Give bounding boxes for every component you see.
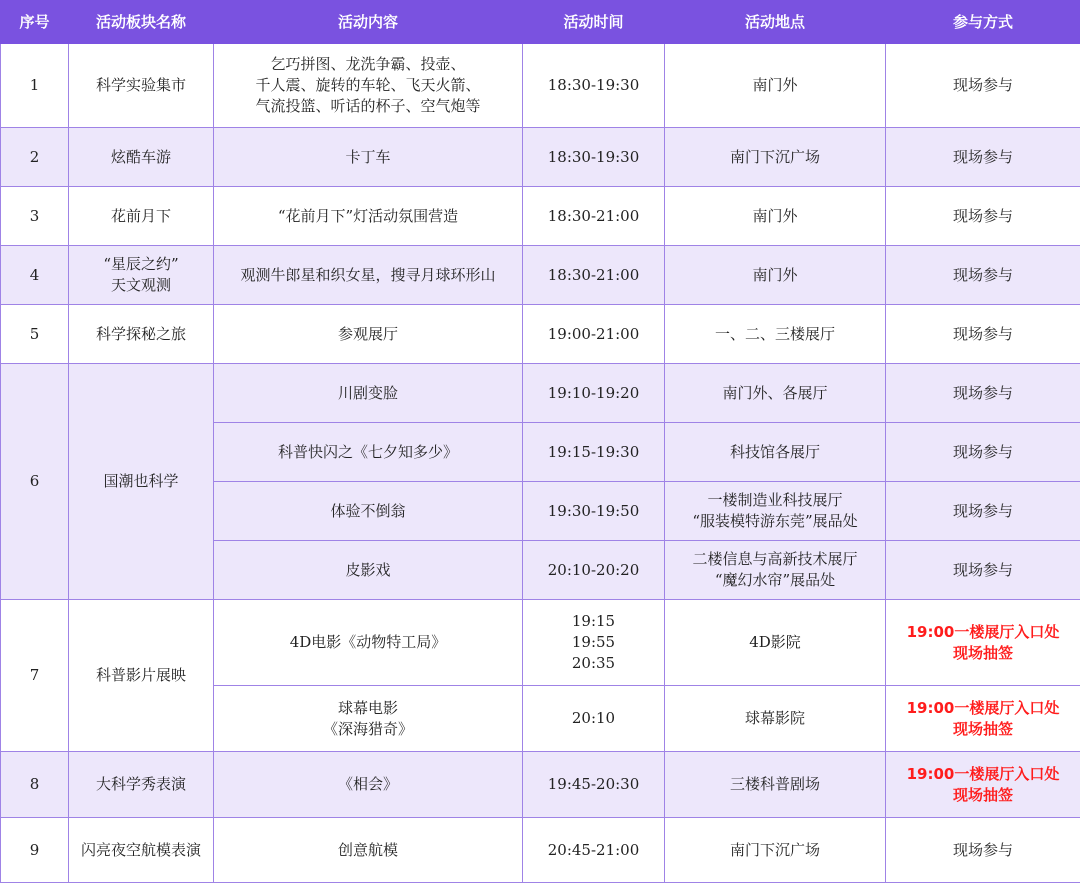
table-row <box>1 44 1080 128</box>
cell-name: 花前月下 <box>69 187 214 246</box>
cell-place: 二楼信息与高新技术展厅 “魔幻水帘”展品处 <box>665 541 886 600</box>
cell-name: 科学探秘之旅 <box>69 305 214 364</box>
cell-content: “花前月下”灯活动氛围营造 <box>214 187 523 246</box>
cell-name: 科学实验集市 <box>69 44 214 128</box>
table-row <box>1 246 1080 305</box>
cell-place: 球幕影院 <box>665 686 886 752</box>
cell-time: 20:10 <box>523 686 665 752</box>
cell-no: 8 <box>1 752 69 818</box>
cell-time: 18:30-21:00 <box>523 187 665 246</box>
cell-name: 国潮也科学 <box>69 364 214 600</box>
header-place: 活动地点 <box>665 1 886 44</box>
cell-place: 一、二、三楼展厅 <box>665 305 886 364</box>
cell-no: 2 <box>1 128 69 187</box>
table-row <box>1 364 1080 423</box>
header-row <box>1 1 1080 44</box>
cell-content: 球幕电影 《深海猎奇》 <box>214 686 523 752</box>
cell-content: 4D电影《动物特工局》 <box>214 600 523 686</box>
cell-content: 观测牛郎星和织女星，搜寻月球环形山 <box>214 246 523 305</box>
cell-time: 19:45-20:30 <box>523 752 665 818</box>
table-row <box>1 128 1080 187</box>
cell-no: 4 <box>1 246 69 305</box>
cell-mode: 现场参与 <box>886 128 1080 187</box>
table-row <box>1 818 1080 883</box>
cell-content: 体验不倒翁 <box>214 482 523 541</box>
cell-name: 闪亮夜空航模表演 <box>69 818 214 883</box>
cell-time: 19:15-19:30 <box>523 423 665 482</box>
cell-time: 18:30-19:30 <box>523 128 665 187</box>
cell-content: 参观展厅 <box>214 305 523 364</box>
cell-no: 7 <box>1 600 69 752</box>
cell-no: 6 <box>1 364 69 600</box>
cell-no: 1 <box>1 44 69 128</box>
cell-place: 南门外、各展厅 <box>665 364 886 423</box>
cell-time: 20:45-21:00 <box>523 818 665 883</box>
cell-time: 18:30-21:00 <box>523 246 665 305</box>
cell-mode: 现场参与 <box>886 482 1080 541</box>
table-row <box>1 600 1080 686</box>
cell-no: 9 <box>1 818 69 883</box>
cell-no: 3 <box>1 187 69 246</box>
table-row <box>1 752 1080 818</box>
cell-content: 皮影戏 <box>214 541 523 600</box>
cell-content: 《相会》 <box>214 752 523 818</box>
header-name: 活动板块名称 <box>69 1 214 44</box>
cell-mode: 现场参与 <box>886 187 1080 246</box>
cell-place: 南门外 <box>665 246 886 305</box>
cell-mode-lottery: 19:00一楼展厅入口处 现场抽签 <box>886 752 1080 818</box>
cell-content: 科普快闪之《七夕知多少》 <box>214 423 523 482</box>
cell-name: 炫酷车游 <box>69 128 214 187</box>
cell-time: 19:15 19:55 20:35 <box>523 600 665 686</box>
cell-mode-lottery: 19:00一楼展厅入口处 现场抽签 <box>886 686 1080 752</box>
cell-time: 19:00-21:00 <box>523 305 665 364</box>
cell-time: 18:30-19:30 <box>523 44 665 128</box>
cell-place: 一楼制造业科技展厅 “服装模特游东莞”展品处 <box>665 482 886 541</box>
cell-mode: 现场参与 <box>886 423 1080 482</box>
cell-content: 乞巧拼图、龙洗争霸、投壶、 千人震、旋转的车轮、飞天火箭、 气流投篮、听话的杯子、空气炮等 <box>214 44 523 128</box>
cell-name: 大科学秀表演 <box>69 752 214 818</box>
cell-name: 科普影片展映 <box>69 600 214 752</box>
header-content: 活动内容 <box>214 1 523 44</box>
table-row <box>1 187 1080 246</box>
cell-content: 创意航模 <box>214 818 523 883</box>
cell-mode: 现场参与 <box>886 818 1080 883</box>
cell-place: 科技馆各展厅 <box>665 423 886 482</box>
table-row <box>1 305 1080 364</box>
cell-time: 19:30-19:50 <box>523 482 665 541</box>
cell-place: 三楼科普剧场 <box>665 752 886 818</box>
cell-content: 卡丁车 <box>214 128 523 187</box>
cell-mode-lottery: 19:00一楼展厅入口处 现场抽签 <box>886 600 1080 686</box>
cell-mode: 现场参与 <box>886 305 1080 364</box>
cell-name: “星辰之约” 天文观测 <box>69 246 214 305</box>
header-mode: 参与方式 <box>886 1 1080 44</box>
cell-place: 南门下沉广场 <box>665 818 886 883</box>
cell-time: 20:10-20:20 <box>523 541 665 600</box>
header-no: 序号 <box>1 1 69 44</box>
header-time: 活动时间 <box>523 1 665 44</box>
cell-content: 川剧变脸 <box>214 364 523 423</box>
cell-time: 19:10-19:20 <box>523 364 665 423</box>
cell-mode: 现场参与 <box>886 541 1080 600</box>
cell-mode: 现场参与 <box>886 364 1080 423</box>
cell-mode: 现场参与 <box>886 246 1080 305</box>
cell-place: 南门下沉广场 <box>665 128 886 187</box>
cell-place: 南门外 <box>665 44 886 128</box>
cell-no: 5 <box>1 305 69 364</box>
cell-place: 南门外 <box>665 187 886 246</box>
cell-place: 4D影院 <box>665 600 886 686</box>
cell-mode: 现场参与 <box>886 44 1080 128</box>
